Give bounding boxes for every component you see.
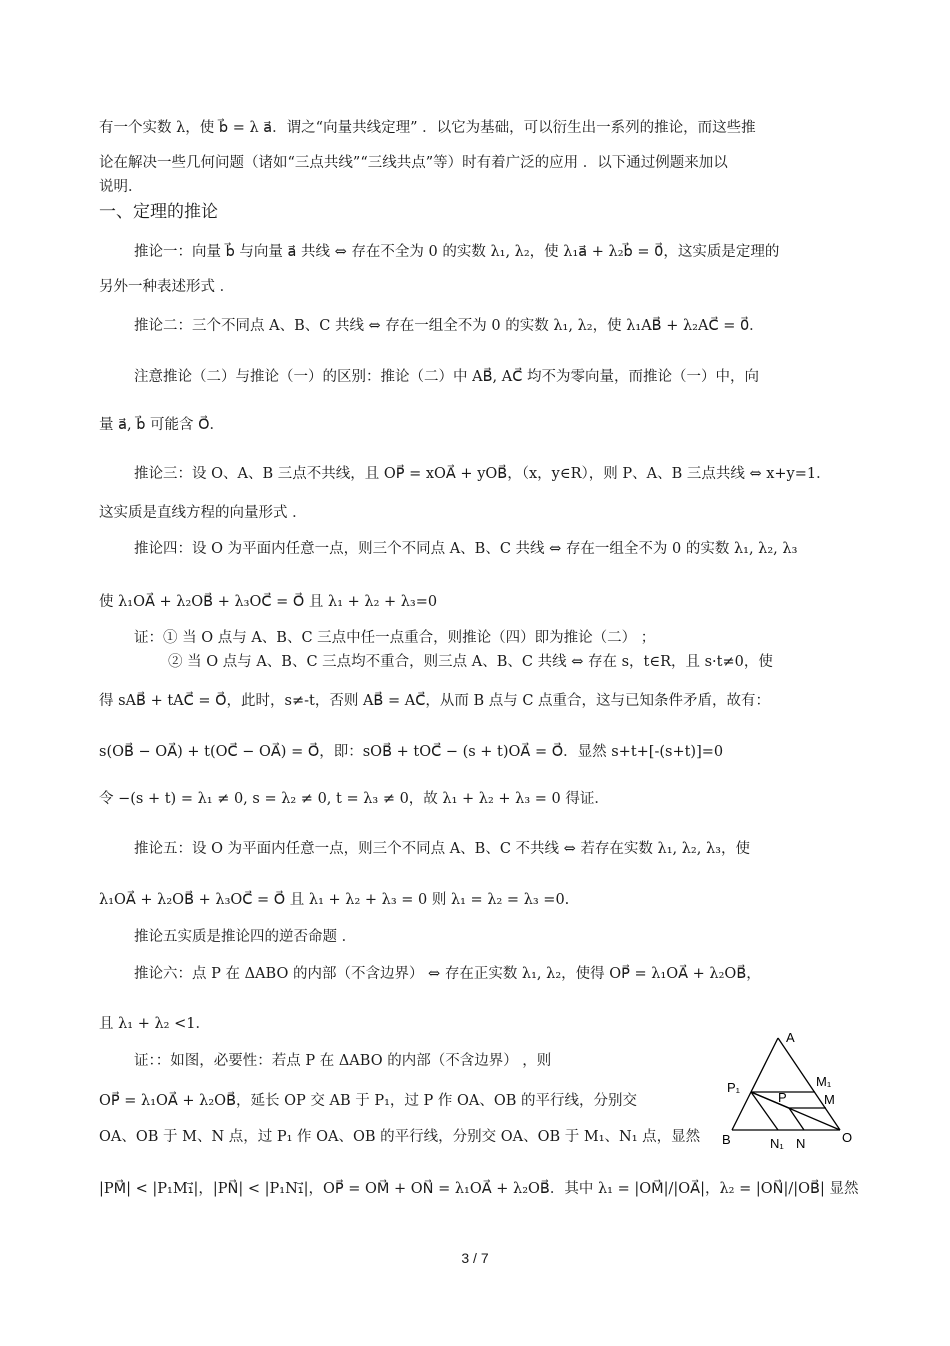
corollary-4-cont: 使 λ₁OA⃗ + λ₂OB⃗ + λ₃OC⃗ = O⃗ 且 λ₁ + λ₂ + λ₃=0	[99, 594, 438, 610]
proof-6-line-2: OP⃗ = λ₁OA⃗ + λ₂OB⃗，延长 OP 交 AB 于 P₁，过 P 作 OA、OB 的平行线，分别交	[99, 1093, 637, 1109]
corollary-5: 推论五：设 O 为平面内任意一点，则三个不同点 A、B、C 不共线 ⇔ 若存在实数 λ₁, λ₂, λ₃，使	[134, 841, 750, 857]
corollary-5-note: 推论五实质是推论四的逆否命题 ．	[134, 929, 357, 945]
label-A: A	[786, 1030, 795, 1045]
corollary-6-cont: 且 λ₁ + λ₂ <1．	[99, 1016, 210, 1032]
label-P1: P₁	[727, 1080, 741, 1095]
corollary-1-cont: 另外一种表述形式 ．	[99, 279, 235, 295]
corollary-1: 推论一：向量 b⃗ 与向量 a⃗ 共线 ⇔ 存在不全为 0 的实数 λ₁, λ₂，使 λ₁a⃗ + λ₂b⃗ = 0⃗，这实质是定理的	[134, 244, 780, 260]
proof-4-case-1: 证：① 当 O 点与 A、B、C 三点中任一点重合，则推论（四）即为推论（二） ；	[134, 630, 656, 646]
text-line-2: 论在解决一些几何问题（诸如“三点共线”“三线共点”等）时有着广泛的应用 ．以下通过例题来加以	[99, 155, 728, 171]
page-number: 3 / 7	[461, 1250, 489, 1266]
text-line-3: 说明．	[99, 179, 143, 195]
corollary-6: 推论六：点 P 在 ΔABO 的内部（不含边界） ⇔ 存在正实数 λ₁, λ₂，使得 OP⃗ = λ₁OA⃗ + λ₂OB⃗，	[134, 966, 761, 982]
proof-6-line-3: OA、OB 于 M、N 点，过 P₁ 作 OA、OB 的平行线，分别交 OA、OB 于 M₁、N₁ 点，显然	[99, 1129, 701, 1145]
note-line-1: 注意推论（二）与推论（一）的区别：推论（二）中 AB⃗, AC⃗ 均不为零向量，而推论（一）中，向	[134, 369, 759, 385]
corollary-2: 推论二：三个不同点 A、B、C 共线 ⇔ 存在一组全不为 0 的实数 λ₁, λ₂，使 λ₁AB⃗ + λ₂AC⃗ = 0⃗．	[134, 318, 764, 334]
text-line-1: 有一个实数 λ，使 b⃗ = λ a⃗．谓之“向量共线定理” ．以它为基础，可以衍生出一系列的推论，而这些推	[99, 120, 756, 136]
triangle-figure	[722, 1030, 862, 1155]
proof-4-line-4: s(OB⃗ − OA⃗) + t(OC⃗ − OA⃗) = O⃗，即：sOB⃗ + tOC⃗ − (s + t)OA⃗ = O⃗．显然 s+t+[-(s+t)]=0	[99, 744, 724, 760]
label-N: N	[796, 1136, 806, 1151]
corollary-3-cont: 这实质是直线方程的向量形式 ．	[99, 505, 307, 521]
section-heading: 一、定理的推论	[99, 202, 218, 222]
label-P: P	[778, 1090, 787, 1105]
corollary-3: 推论三：设 O、A、B 三点不共线，且 OP⃗ = xOA⃗ + yOB⃗，（x，y∈R），则 P、A、B 三点共线 ⇔ x+y=1．	[134, 466, 831, 482]
proof-6-line-1: 证：：如图，必要性：若点 P 在 ΔABO 的内部（不含边界） ，则	[134, 1053, 552, 1069]
corollary-5-cont: λ₁OA⃗ + λ₂OB⃗ + λ₃OC⃗ = O⃗ 且 λ₁ + λ₂ + λ₃ = 0 则 λ₁ = λ₂ = λ₃ =0.	[99, 892, 570, 908]
proof-4-line-5: 令 −(s + t) = λ₁ ≠ 0, s = λ₂ ≠ 0, t = λ₃ ≠ 0，故 λ₁ + λ₂ + λ₃ = 0 得证．	[99, 791, 609, 807]
proof-4-case-2: ② 当 O 点与 A、B、C 三点均不重合，则三点 A、B、C 共线 ⇔ 存在 s，t∈R，且 s·t≠0，使	[168, 654, 773, 670]
label-M1: M₁	[816, 1074, 832, 1089]
proof-6-line-4: |PM⃗| < |P₁M₁⃗|，|PN⃗| < |P₁N₁⃗|，OP⃗ = OM⃗ + ON⃗ = λ₁OA⃗ + λ₂OB⃗．其中 λ₁ = |OM⃗|/|OA⃗|，λ₂ = |ON⃗|/|OB⃗| 显然	[99, 1181, 859, 1197]
label-B: B	[722, 1132, 731, 1147]
label-N1: N₁	[770, 1136, 784, 1151]
corollary-4: 推论四：设 O 为平面内任意一点，则三个不同点 A、B、C 共线 ⇔ 存在一组全不为 0 的实数 λ₁, λ₂, λ₃	[134, 541, 798, 557]
note-line-2: 量 a⃗, b⃗ 可能含 O⃗．	[99, 417, 225, 433]
label-M: M	[824, 1092, 835, 1107]
label-O: O	[842, 1130, 853, 1145]
proof-4-line-3: 得 sAB⃗ + tAC⃗ = O⃗，此时，s≠-t，否则 AB⃗ = AC⃗，从而 B 点与 C 点重合，这与已知条件矛盾，故有：	[99, 693, 771, 709]
